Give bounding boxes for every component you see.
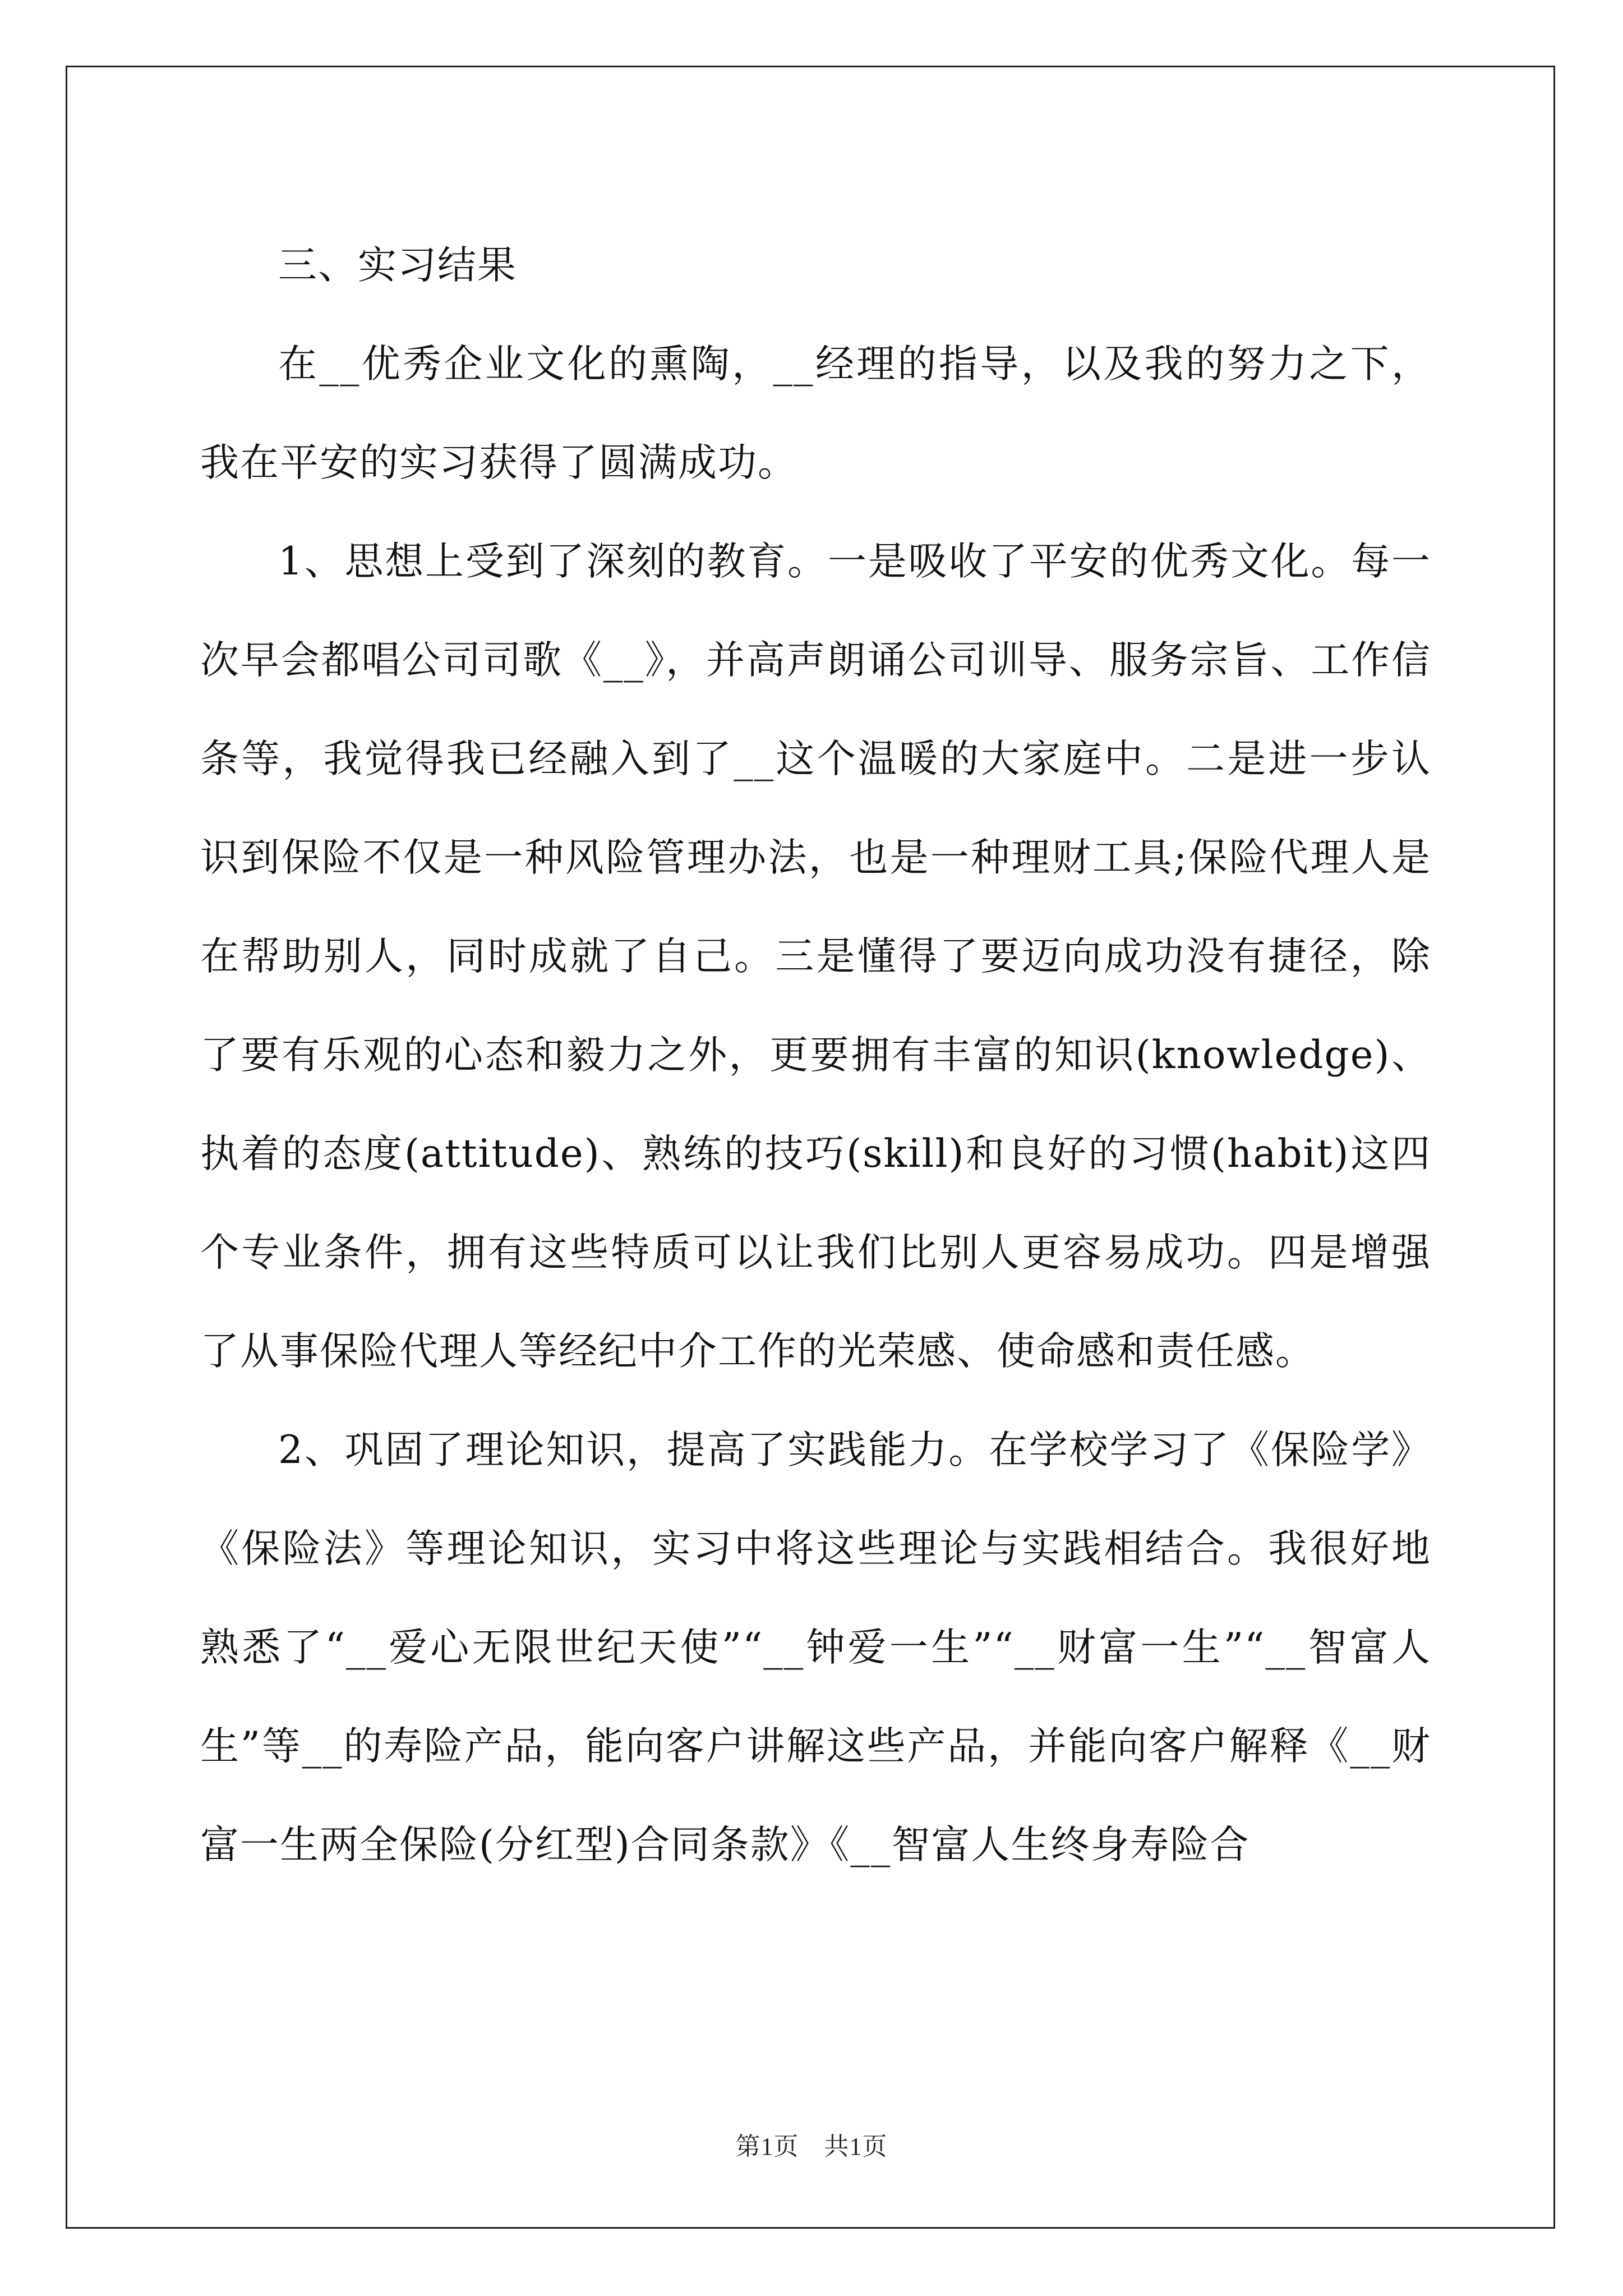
page-number-footer: 第1页 共1页 <box>735 2133 888 2160</box>
section-heading: 三、实习结果 <box>278 243 517 288</box>
paragraph-point-1: 1、思想上受到了深刻的教育。一是吸收了平安的优秀文化。每一次早会都唱公司司歌《__》，并高声朗诵公司训导、服务宗旨、工作信条等，我觉得我已经融入到了__这个温暖的大家庭中。二是进一步认识到保险不仅是一种风险管理办法，也是一种理财工具;保险代理人是在帮助别人，同时成就了自己。三是懂得了要迈向成功没有捷径，除了要有乐观的心态和毅力之外，更要拥有丰富的知识(knowledge)、执着的态度(attitude)、熟练的技巧(skill)和良好的习惯(habit)这四个专业条件，拥有这些特质可以让我们比别人更容易成功。四是增强了从事保险代理人等经纪中介工作的光荣感、使命感和责任感。 <box>200 539 1431 1374</box>
paragraph-point-2: 2、巩固了理论知识，提高了实践能力。在学校学习了《保险学》《保险法》等理论知识，实习中将这些理论与实践相结合。我很好地熟悉了“__爱心无限世纪天使”“__钟爱一生”“__财富一生”“__智富人生”等__的寿险产品，能向客户讲解这些产品，并能向客户解释《__财富一生两全保险(分红型)合同条款》《__智富人生终身寿险合 <box>200 1428 1431 1867</box>
document-body <box>200 216 1431 1894</box>
paragraph-intro: 在__优秀企业文化的熏陶，__经理的指导，以及我的努力之下，我在平安的实习获得了圆满成功。 <box>200 342 1431 485</box>
